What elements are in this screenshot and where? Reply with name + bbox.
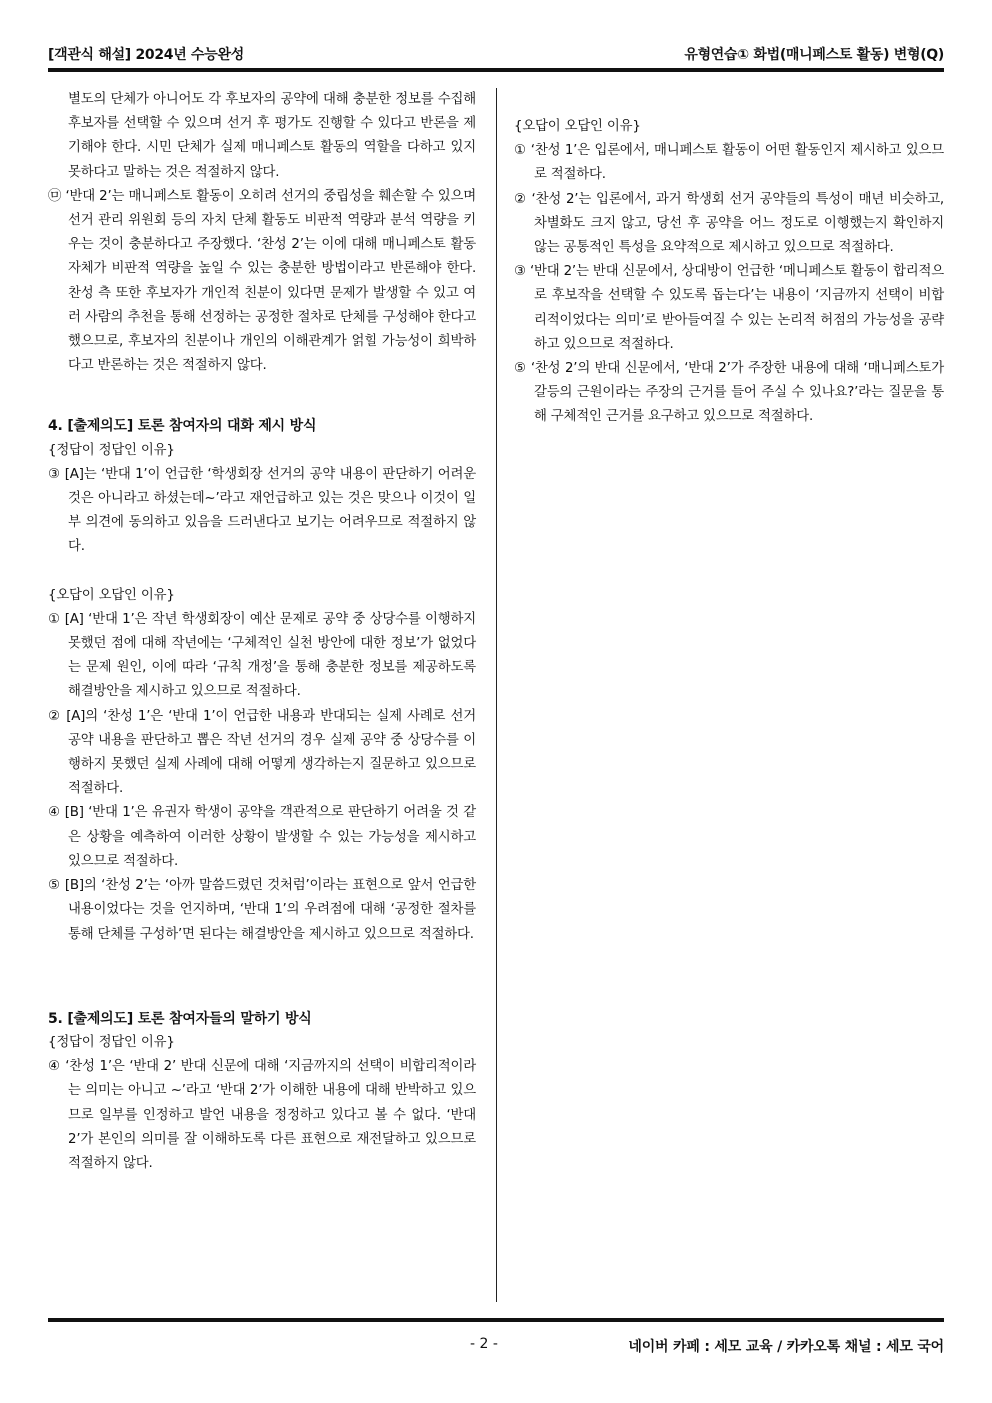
left-column (48, 88, 476, 1176)
q5-wrong-item: ③ ‘반대 2’는 반대 신문에서, 상대방이 언급한 ‘메니페스토 활동이 합리적으로 후보작을 선택할 수 있도록 돕는다’는 내용이 ‘지금까지 선택이 비합리적이었다는 의미’로 받아들여질 수 있는 논리적 허점의 가능성을 공략하고 있으므로 적절하다. (514, 264, 944, 352)
q4-wrong-item: ⑤ [B]의 ‘찬성 2’는 ‘아까 말씀드렸던 것처럼’이라는 표현으로 앞서 언급한 내용이었다는 것을 언지하며, ‘반대 1’의 우려점에 대해 ‘공정한 절차를 통해 단체를 구성하’면 된다는 해결방안을 제시하고 있으므로 적절하다. (48, 878, 476, 942)
q5-title: 5. [출제의도] 토론 참여자들의 말하기 방식 (48, 1010, 312, 1027)
footer-channel-info: 네이버 카페 : 세모 교육 / 카카오톡 채널 : 세모 국어 (628, 1339, 944, 1355)
right-column (514, 115, 944, 430)
q4-wrong-heading: {오답이 오답인 이유} (48, 587, 175, 603)
page-number: - 2 - (470, 1336, 498, 1352)
q4-correct-heading: {정답이 정답인 이유} (48, 442, 175, 458)
page-header (48, 40, 944, 72)
q4-title: 4. [출제의도] 토론 참여자의 대화 제시 방식 (48, 418, 317, 435)
q4-wrong-item: ① [A] ‘반대 1’은 작년 학생회장이 예산 문제로 공약 중 상당수를 이행하지 못했던 점에 대해 작년에는 ‘구체적인 실천 방안에 대한 정보’가 없었다는 문제 원인, 이에 따라 ‘규칙 개정’을 통해 충분한 정보를 제공하도록 해결방안을 제시하고 있으므로 적절하다. (48, 611, 476, 700)
q5-wrong-item: ② ‘찬성 2’는 입론에서, 과거 학생회 선거 공약들의 특성이 매년 비슷하고, 차별화도 크지 않고, 당선 후 공약을 어느 정도로 이행했는지 확인하지 않는 공통적인 특성을 요약적으로 제시하고 있으므로 적절하다. (514, 191, 944, 256)
q4-correct-answer: ③ [A]는 ‘반대 1’이 언급한 ‘학생회장 선거의 공약 내용이 판단하기 어려운 것은 아니라고 하셨는데~’라고 재언급하고 있는 것은 맞으나 이것이 일부 의견에 동의하고 있음을 드러낸다고 보기는 어려우므로 적절하지 않다. (48, 466, 476, 555)
q5-correct-answer: ④ ‘찬성 1’은 ‘반대 2’ 반대 신문에 대해 ‘지금까지의 선택이 비합리적이라는 의미는 아니고 ~’라고 ‘반대 2’가 이해한 내용에 대해 반박하고 있으므로 일부를 인정하고 발언 내용을 정정하고 있다고 볼 수 없다. ‘반대 2’가 본인의 의미를 잘 이해하도록 다른 표현으로 재전달하고 있으므로 적절하지 않다. (48, 1059, 476, 1171)
header-left-title: [객관식 해설] 2024년 수능완성 (48, 47, 244, 63)
q4-wrong-item: ② [A]의 ‘찬성 1’은 ‘반대 1’이 언급한 내용과 반대되는 실제 사례로 선거 공약 내용을 판단하고 뽑은 작년 선거의 경우 실제 공약 중 상당수를 이행하지 못했던 실제 사례에 대해 어떻게 생각하는지 질문하고 있으므로 적절하다. (48, 708, 476, 797)
q5-wrong-heading: {오답이 오답인 이유} (514, 119, 641, 134)
footer-rule (48, 1318, 944, 1322)
item-e: ㉤ ‘반대 2’는 매니페스토 활동이 오히려 선거의 중립성을 훼손할 수 있으며 선거 관리 위원회 등의 자치 단체 활동도 비판적 역량과 분석 역량을 키우는 것이 충분하다고 주장했다. ‘찬성 2’는 이에 대해 매니페스토 활동 자체가 비판적 역량을 높일 수 있는 충분한 방법이라고 반론해야 한다. 찬성 측 또한 후보자가 개인적 친분이 있다면 문제가 발생할 수 있고 여러 사람의 추천을 통해 선정하는 공정한 절차로 단체를 구성해야 한다고 했으므로, 후보자의 친분이나 개인의 이해관계가 얽힐 가능성이 희박하다고 반론하는 것은 적절하지 않다. (48, 188, 476, 374)
q4-wrong-item: ④ [B] ‘반대 1’은 유권자 학생이 공약을 객관적으로 판단하기 어려울 것 같은 상황을 예측하여 이러한 상황이 발생할 수 있는 가능성을 제시하고 있으므로 적절하다. (48, 805, 476, 869)
q5-wrong-item: ⑤ ‘찬성 2’의 반대 신문에서, ‘반대 2’가 주장한 내용에 대해 ‘매니페스토가 갈등의 근원이라는 주장의 근거를 들어 주실 수 있나요?’라는 질문을 통해 구체적인 근거를 요구하고 있으므로 적절하다. (514, 361, 944, 425)
q5-correct-heading: {정답이 정답인 이유} (48, 1034, 175, 1050)
header-right-title: 유형연습① 화법(매니페스토 활동) 변형(Q) (684, 47, 944, 63)
q5-wrong-item: ① ‘찬성 1’은 입론에서, 매니페스토 활동이 어떤 활동인지 제시하고 있으므로 적절하다. (514, 143, 944, 183)
column-divider (496, 88, 497, 1302)
continued-paragraph: 별도의 단체가 아니어도 각 후보자의 공약에 대해 충분한 정보를 수집해 후보자를 선택할 수 있으며 선거 후 평가도 진행할 수 있다고 반론을 제기해야 한다. 시민 단체가 실제 매니페스토 활동의 역할을 다하고 있지 못하다고 말하는 것은 적절하지 않다. (68, 92, 476, 180)
